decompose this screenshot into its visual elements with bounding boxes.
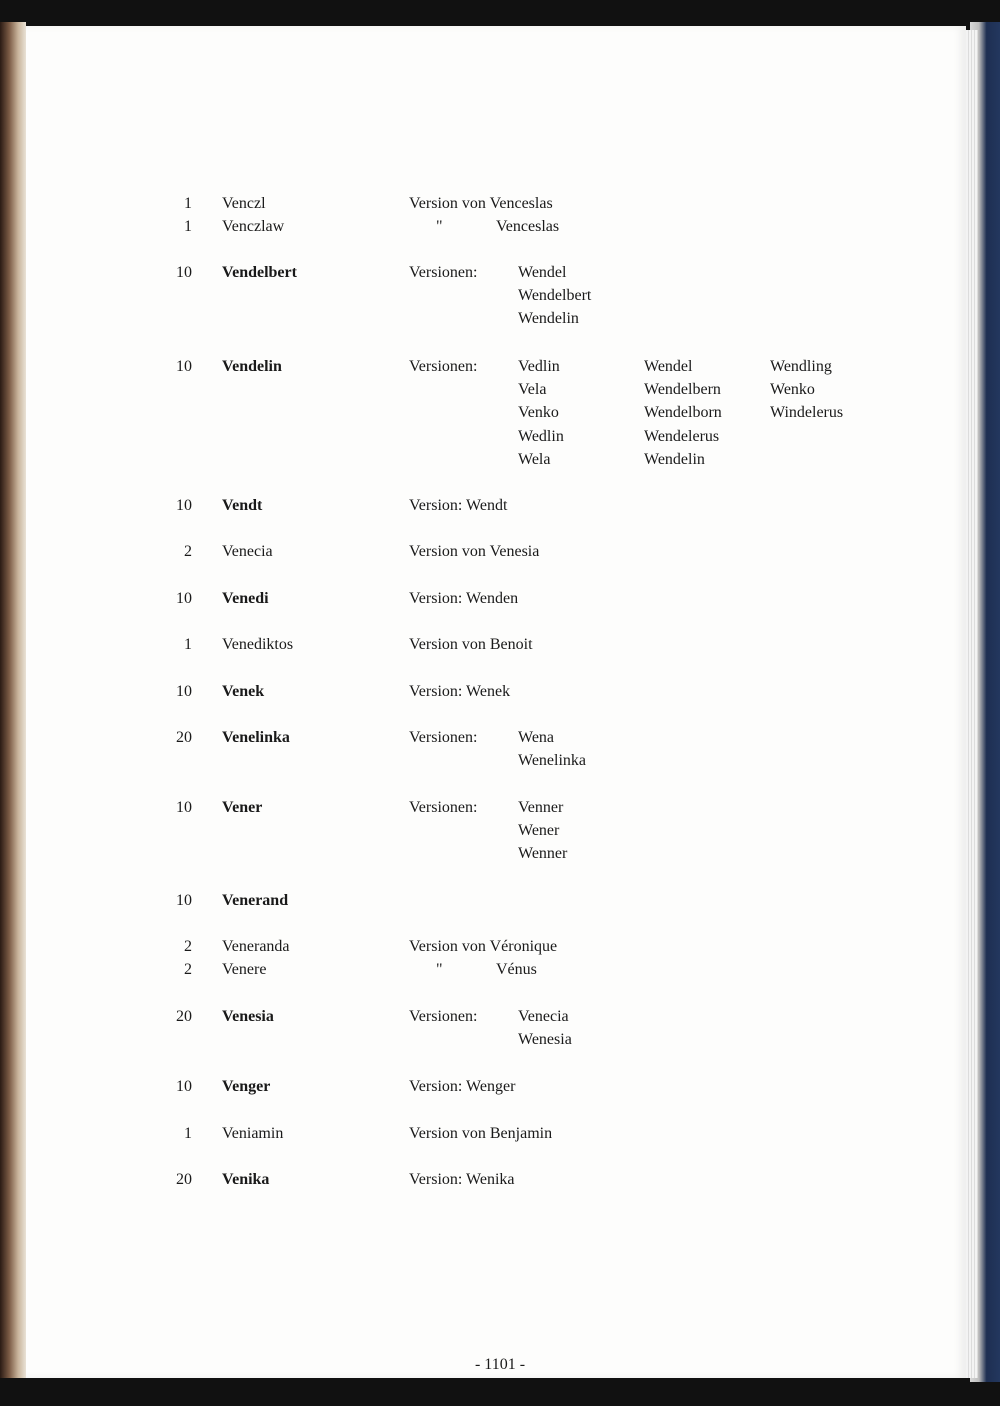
variant-name: Wendelborn [644, 404, 722, 422]
variant-name: Wendelbert [518, 287, 592, 305]
entry-label: Version von Véronique [409, 938, 558, 955]
entry-count: 10 [176, 683, 192, 700]
entry-count: 20 [176, 1171, 192, 1188]
entry-name: Venediktos [222, 636, 294, 653]
variant-name: Wendling [770, 358, 832, 375]
entry-name: Venesia [222, 1008, 274, 1025]
ditto-mark: " [436, 218, 443, 235]
entry-count: 1 [184, 1125, 192, 1142]
variant-name: Venner [518, 799, 564, 816]
entry-name: Venelinka [222, 729, 290, 746]
entry-count: 2 [184, 543, 192, 560]
entry-name: Veneranda [222, 938, 290, 955]
entry-label: Versionen: [409, 264, 478, 281]
variant-name: Windelerus [770, 404, 844, 422]
entry-label: Version: Wendt [409, 497, 508, 514]
entry-count: 10 [176, 1078, 192, 1095]
entry-label: Version: Wenden [409, 590, 519, 607]
entry-label: Version: Wenger [409, 1078, 516, 1095]
entry-count: 1 [184, 636, 192, 653]
entry-count: 10 [176, 264, 192, 281]
variant-name: Wenesia [518, 1031, 572, 1049]
entry-name: Venedi [222, 590, 269, 607]
entry-count: 2 [184, 961, 192, 978]
entry-label: Versionen: [409, 799, 478, 816]
entry-count: 10 [176, 590, 192, 607]
entry-name: Venczlaw [222, 218, 285, 235]
entry-label: Version: Wenika [409, 1171, 515, 1188]
entry-name: Venczl [222, 195, 266, 212]
variant-name: Venko [518, 404, 559, 422]
page-number: - 1101 - [474, 1356, 526, 1373]
variant-name: Wendelin [518, 310, 579, 328]
variant-name: Wendel [518, 264, 567, 281]
variant-name: Wedlin [518, 427, 564, 445]
variant-name: Wendel [644, 358, 693, 375]
entry-count: 2 [184, 938, 192, 955]
entry-name: Venecia [222, 543, 273, 560]
variant-name: Wela [518, 450, 551, 468]
entry-label: Version von Benjamin [409, 1125, 553, 1142]
entry-count: 10 [176, 799, 192, 816]
entry-label: Version von Venesia [409, 543, 540, 560]
variant-name: Vela [518, 381, 547, 399]
variant-name: Vedlin [518, 358, 560, 375]
entry-name: Venika [222, 1171, 270, 1188]
entry-label: Versionen: [409, 729, 478, 746]
entry-name: Vendelin [222, 358, 282, 375]
variant-name: Wenelinka [518, 752, 587, 770]
ditto-mark: " [436, 961, 443, 978]
variant-name: Wener [518, 822, 560, 840]
entry-count: 10 [176, 358, 192, 375]
variant-name: Venecia [518, 1008, 569, 1025]
entry-label: Version: Wenek [409, 683, 511, 700]
entry-name: Venere [222, 961, 267, 978]
entry-name: Venek [222, 683, 265, 700]
entry-label: Versionen: [409, 358, 478, 375]
variant-name: Wenner [518, 845, 568, 863]
entry-name: Vendt [222, 497, 263, 514]
entry-label: Version von Benoit [409, 636, 533, 653]
variant-name: Wena [518, 729, 555, 746]
entry-count: 10 [176, 892, 192, 909]
entry-label: Versionen: [409, 1008, 478, 1025]
entry-name: Venger [222, 1078, 271, 1095]
entry-name: Venerand [222, 892, 289, 909]
page-edges [966, 30, 978, 1378]
entry-count: 1 [184, 218, 192, 235]
entry-name: Vener [222, 799, 263, 816]
variant-name: Wendelbern [644, 381, 721, 399]
entry-count: 10 [176, 497, 192, 514]
entry-label: Venceslas [496, 218, 560, 235]
variant-name: Wendelin [644, 450, 705, 468]
variant-name: Wendelerus [644, 427, 720, 445]
book-spine-left [0, 22, 26, 1378]
variant-name: Wenko [770, 381, 815, 399]
entry-label: Vénus [496, 961, 537, 978]
entry-label: Version von Venceslas [409, 195, 553, 212]
entry-count: 20 [176, 729, 192, 746]
entry-name: Vendelbert [222, 264, 297, 281]
entry-count: 1 [184, 195, 192, 212]
entry-name: Veniamin [222, 1125, 284, 1142]
entry-count: 20 [176, 1008, 192, 1025]
